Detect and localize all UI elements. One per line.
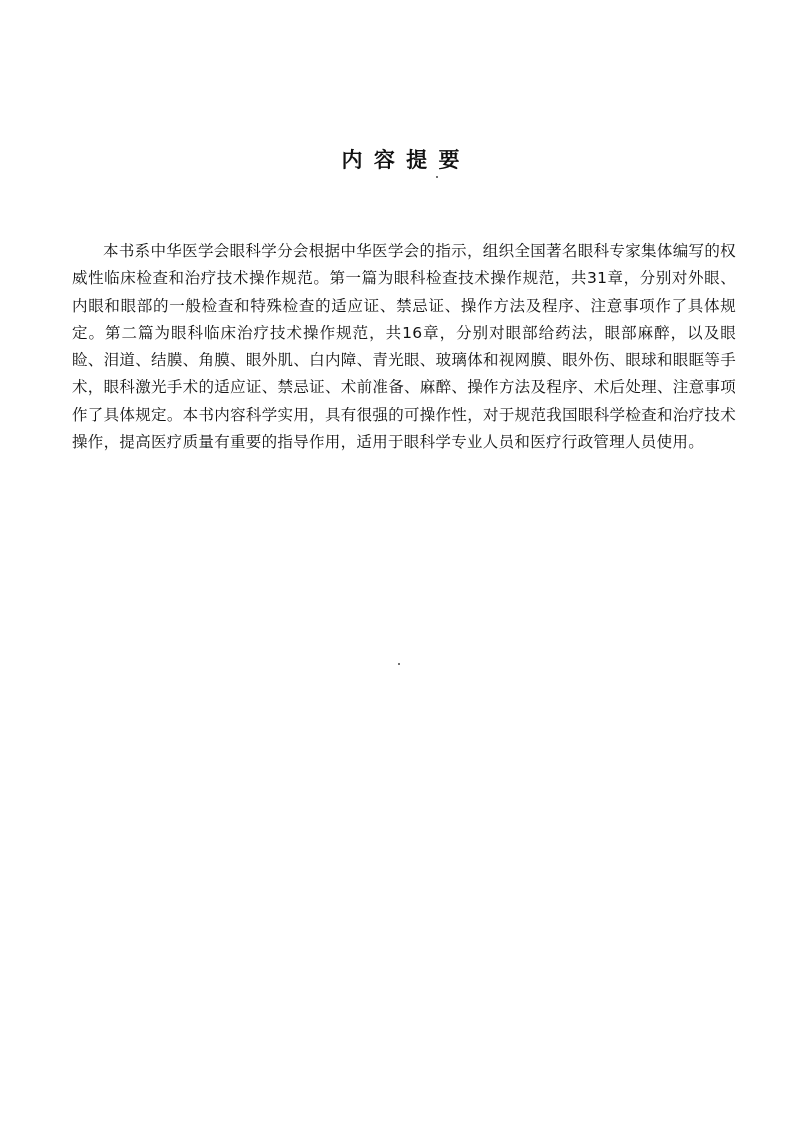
scan-speck xyxy=(398,663,400,665)
summary-paragraph: 本书系中华医学会眼科学分会根据中华医学会的指示，组织全国著名眼科专家集体编写的权威性临床检查和治疗技术操作规范。第一篇为眼科检查技术操作规范，共31章，分别对外眼、内眼和眼部的一般检查和特殊检查的适应证、禁忌证、操作方法及程序、注意事项作了具体规定。第二篇为眼科临床治疗技术操作规范，共16章，分别对眼部给药法，眼部麻醉，以及眼睑、泪道、结膜、角膜、眼外肌、白内障、青光眼、玻璃体和视网膜、眼外伤、眼球和眼眶等手术，眼科激光手术的适应证、禁忌证、术前准备、麻醉、操作方法及程序、术后处理、注意事项作了具体规定。本书内容科学实用，具有很强的可操作性，对于规范我国眼科学检查和治疗技术操作，提高医疗质量有重要的指导作用，适用于眼科学专业人员和医疗行政管理人员使用。 xyxy=(72,242,736,452)
scan-speck xyxy=(436,176,438,178)
page-title: 内 容 提 要 xyxy=(341,148,462,172)
